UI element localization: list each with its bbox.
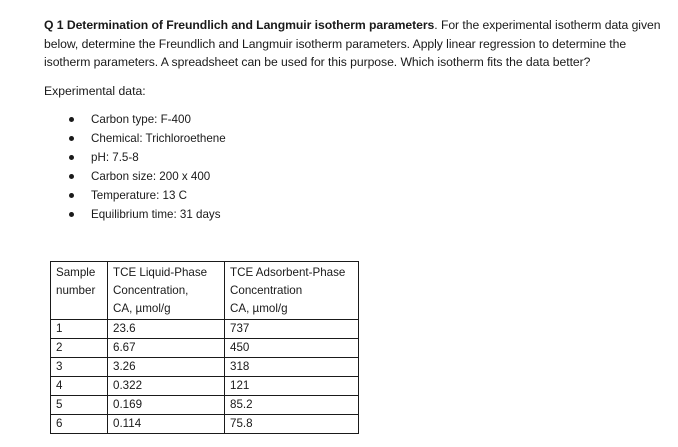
question-body: . For the experimental isotherm data given below, determine the Freundlich and Langmuir isotherm parameters. Apply linear regression to determine the isotherm parameters. A spreadsheet can be used for this purpose. Which isotherm fits the data better? — [44, 18, 661, 69]
question-heading: Q 1 Determination of Freundlich and Langmuir isotherm parameters — [44, 18, 435, 32]
header-sample-number: Sample number — [51, 262, 108, 320]
bullet-icon — [69, 212, 74, 217]
list-item: Carbon type: F-400 — [44, 110, 672, 129]
question-text — [44, 16, 672, 72]
table-row: 1 23.6 737 — [51, 320, 359, 339]
conditions-list — [44, 110, 672, 224]
document-page — [44, 16, 672, 430]
list-item: pH: 7.5-8 — [44, 148, 672, 167]
table-row: 2 6.67 450 — [51, 339, 359, 358]
list-item: Equilibrium time: 31 days — [44, 205, 672, 224]
header-liquid-phase: TCE Liquid-Phase Concentration, CA, µmol/g — [108, 262, 225, 320]
experimental-data-label: Experimental data: — [44, 83, 146, 98]
bullet-icon — [69, 193, 74, 198]
header-adsorbent-phase: TCE Adsorbent-Phase Concentration CA, µmol/g — [225, 262, 359, 320]
list-item: Carbon size: 200 x 400 — [44, 167, 672, 186]
table-header-row — [51, 262, 359, 320]
isotherm-data-table — [50, 261, 359, 434]
bullet-icon — [69, 117, 74, 122]
bullet-icon — [69, 136, 74, 141]
list-item: Temperature: 13 C — [44, 186, 672, 205]
bullet-icon — [69, 155, 74, 160]
bullet-icon — [69, 174, 74, 179]
list-item: Chemical: Trichloroethene — [44, 129, 672, 148]
table-row: 6 0.114 75.8 — [51, 415, 359, 434]
table-row: 5 0.169 85.2 — [51, 396, 359, 415]
table-row: 3 3.26 318 — [51, 358, 359, 377]
table-row: 4 0.322 121 — [51, 377, 359, 396]
